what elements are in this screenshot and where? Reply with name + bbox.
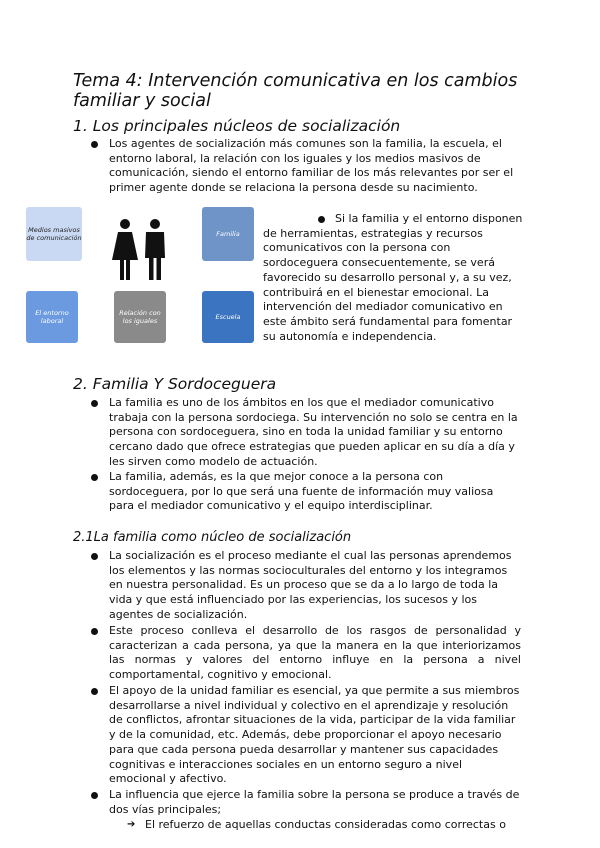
- section-2-bullet-1: [109, 396, 521, 470]
- bullet-dot-icon: [91, 553, 98, 560]
- bullet-dot-icon: [91, 474, 98, 481]
- bullet-dot-icon: [91, 400, 98, 407]
- section-1-bullet-2: [263, 212, 523, 344]
- bullet-text: La influencia que ejerce la familia sobre la persona se produce a través de dos vías principales;: [109, 788, 520, 816]
- section-1-heading: 1. Los principales núcleos de socialización: [73, 117, 401, 135]
- tile-label: Medios masivos de comunicación: [26, 226, 82, 242]
- arrow-right-icon: ➔: [127, 819, 136, 830]
- bullet-text: Los agentes de socialización más comunes son la familia, la escuela, el entorno laboral, la relación con los iguales y los medios masivos de comunicación, siendo el entorno familiar de los más relevantes por ser el primer agente donde se relaciona la persona desde su nacimiento.: [109, 137, 514, 195]
- family-people-icon: [108, 218, 172, 282]
- tile-entorno-laboral: [26, 291, 78, 343]
- tile-familia: [202, 207, 254, 261]
- bullet-text: El apoyo de la unidad familiar es esencial, ya que permite a sus miembros desarrollarse a nivel individual y colectivo en el aprendizaje y resolución de conflictos, afrontar situaciones de la vida, participar de la vida familiar y de la comunidad, etc. Además, debe proporcionar el apoyo necesario para que cada persona pueda desarrollar y mantener sus capacidades cognitivas e interacciones sociales en un entorno seguro a nivel emocional y afectivo.: [109, 684, 520, 786]
- bullet-text: La socialización es el proceso mediante el cual las personas aprendemos los elementos y las normas socioculturales del entorno y los integramos en nuestra personalidad. Es un proceso que se da a lo largo de toda la vida y que está influenciado por las experiencias, los sucesos y los agentes de socialización.: [109, 549, 512, 621]
- bullet-dot-icon: [318, 216, 325, 223]
- bullet-text: Si la familia y el entorno disponen de herramientas, estrategias y recursos comunicativos con la persona con sordoceguera consecuentemente, se verá favorecido su desarrollo personal y, a su vez, contribuirá en el bienestar emocional. La intervención del mediador comunicativo en este ámbito será fundamental para fomentar su autonomía e independencia.: [263, 212, 523, 343]
- section-2-1-bullet-4: [109, 788, 521, 817]
- section-2-1-bullet-2: [109, 624, 521, 683]
- bullet-dot-icon: [91, 141, 98, 148]
- bullet-text: La familia, además, es la que mejor conoce a la persona con sordoceguera, por lo que será una fuente de información muy valiosa para el mediador comunicativo y el equipo interdisciplinar.: [109, 470, 494, 513]
- tile-label: El entorno laboral: [35, 309, 69, 325]
- tile-medios-masivos: [26, 207, 82, 261]
- tile-label: Escuela: [215, 313, 241, 321]
- bullet-text: Este proceso conlleva el desarrollo de los rasgos de personalidad y caracterizan a cada persona, ya que la manera en la que interiorizamos las normas y valores del entorno influye en la persona a nivel comportamental, cognitivo y emocional.: [109, 624, 521, 682]
- section-2-1-bullet-3: [109, 684, 521, 787]
- section-2-1-heading: 2.1La familia como núcleo de socialización: [73, 530, 352, 545]
- tile-label: Familia: [216, 230, 240, 238]
- bullet-dot-icon: [91, 688, 98, 695]
- section-2-1-subbullet-1: [127, 818, 535, 833]
- section-1-bullet-1: [109, 137, 521, 196]
- tile-escuela: [202, 291, 254, 343]
- section-2-heading: 2. Familia Y Sordoceguera: [73, 375, 277, 393]
- tile-relacion-iguales: [114, 291, 166, 343]
- document-title: Tema 4: Intervención comunicativa en los cambios familiar y social: [73, 71, 518, 111]
- socialization-diagram: [24, 203, 256, 348]
- bullet-dot-icon: [91, 628, 98, 635]
- subbullet-text: El refuerzo de aquellas conductas consideradas como correctas o: [145, 818, 506, 831]
- bullet-text: La familia es uno de los ámbitos en los que el mediador comunicativo trabaja con la persona sordociega. Su intervención no solo se centra en la persona con sordoceguera, sino en toda la unidad familiar y su entorno cercano dado que ofrece estrategias que pueden aplicar en su día a día y les sirven como modelo de actuación.: [109, 396, 518, 468]
- section-2-1-bullet-1: [109, 549, 521, 623]
- section-2-bullet-2: [109, 470, 521, 514]
- tile-label: Relación con los iguales: [119, 309, 161, 325]
- bullet-dot-icon: [91, 792, 98, 799]
